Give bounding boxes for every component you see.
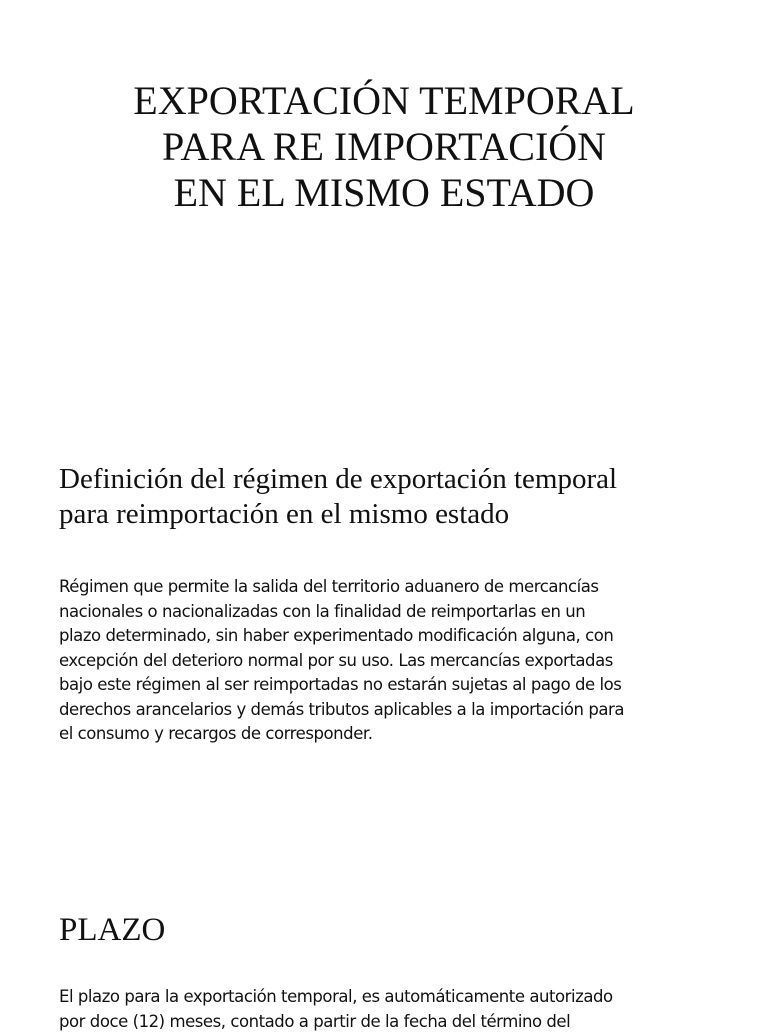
paragraph-line: el consumo y recargos de corresponder. bbox=[59, 722, 739, 747]
paragraph-line: El plazo para la exportación temporal, es automáticamente autorizado bbox=[59, 985, 759, 1010]
plazo-heading: PLAZO bbox=[59, 910, 165, 950]
heading-line: Definición del régimen de exportación temporal bbox=[59, 462, 739, 497]
document-title bbox=[0, 78, 768, 216]
heading-line: para reimportación en el mismo estado bbox=[59, 497, 739, 532]
paragraph-line: derechos arancelarios y demás tributos aplicables a la importación para bbox=[59, 698, 739, 723]
paragraph-line: excepción del deterioro normal por su uso. Las mercancías exportadas bbox=[59, 649, 739, 674]
paragraph-line: plazo determinado, sin haber experimentado modificación alguna, con bbox=[59, 624, 739, 649]
definition-paragraph bbox=[59, 575, 739, 747]
definition-heading bbox=[59, 462, 739, 532]
paragraph-line: nacionales o nacionalizadas con la finalidad de reimportarlas en un bbox=[59, 600, 739, 625]
paragraph-line: Régimen que permite la salida del territorio aduanero de mercancías bbox=[59, 575, 739, 600]
plazo-paragraph bbox=[59, 985, 759, 1034]
paragraph-line: por doce (12) meses, contado a partir de la fecha del término del bbox=[59, 1010, 759, 1034]
paragraph-line: bajo este régimen al ser reimportadas no estarán sujetas al pago de los bbox=[59, 673, 739, 698]
title-line: EN EL MISMO ESTADO bbox=[0, 170, 768, 216]
title-line: PARA RE IMPORTACIÓN bbox=[0, 124, 768, 170]
title-line: EXPORTACIÓN TEMPORAL bbox=[0, 78, 768, 124]
